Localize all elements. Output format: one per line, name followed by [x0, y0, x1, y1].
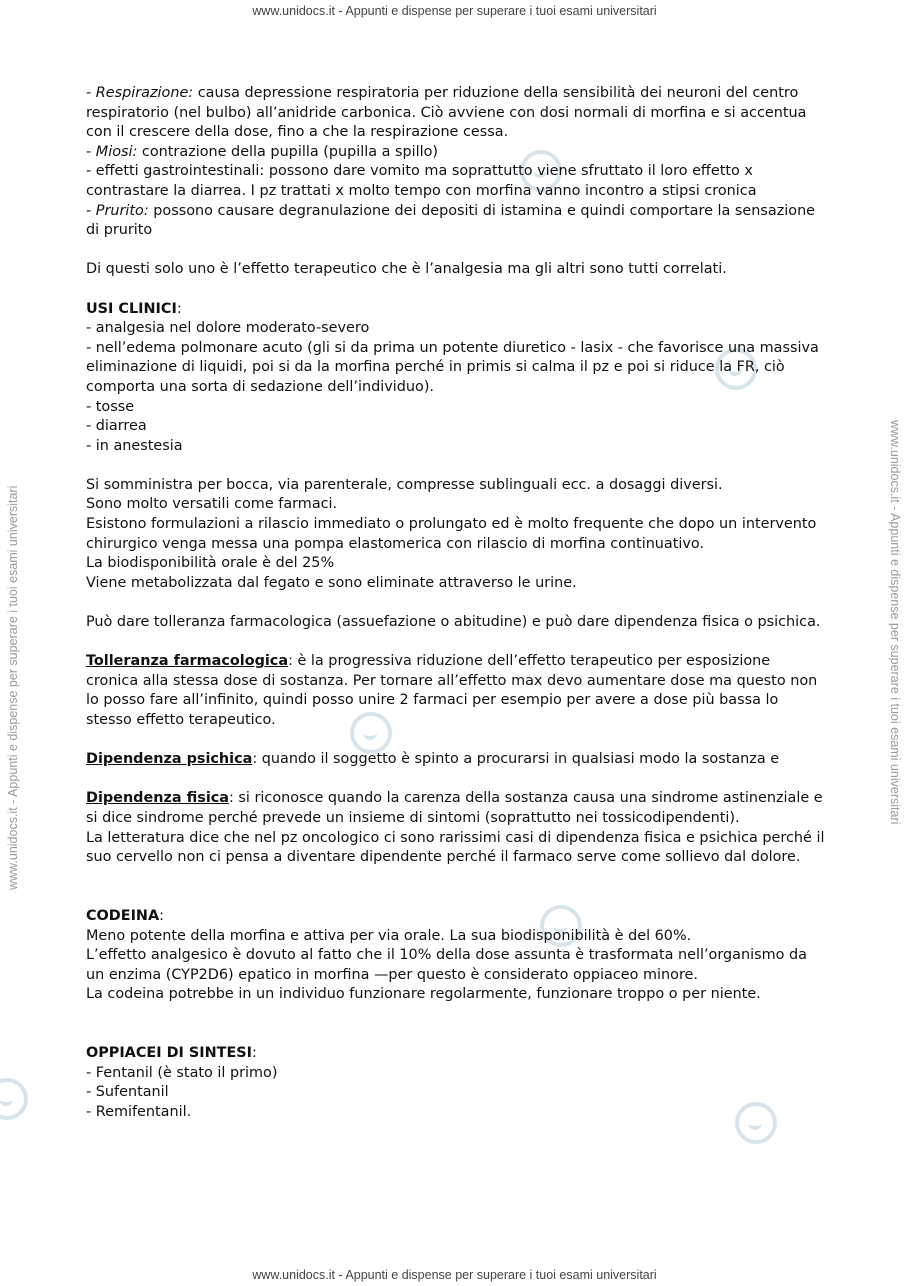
- list-item: - in anestesia: [86, 437, 183, 454]
- unidocs-logo-icon: [0, 1078, 28, 1120]
- effect-respirazione: - Respirazione: causa depressione respiratoria per riduzione della sensibilità dei neuroni del centro respiratorio (nel bulbo) all’anidride carbonica. Ciò avviene con dosi normali di morfina e si accentua con il crescere della dose, fino a che la respirazione cessa.: [86, 85, 807, 141]
- oncologico-note: La letteratura dice che nel pz oncologico ci sono rarissimi casi di dipendenza fisica e psichica perché il suo cervello non ci pensa a diventare dipendente perché il farmaco serve come sollievo dal dolore.: [86, 829, 825, 866]
- effect-text: causa depressione respiratoria per riduzione della sensibilità dei neuroni del centro respiratorio (nel bulbo) all’anidride carbonica. Ciò avviene con dosi normali di morfina e si accentua con il crescere della dose, fino a che la respirazione cessa.: [86, 85, 807, 141]
- admin-line: Si somministra per bocca, via parenterale, compresse sublinguali ecc. a dosaggi diversi.: [86, 476, 723, 493]
- list-item: - Remifentanil.: [86, 1103, 192, 1120]
- admin-line: La biodisponibilità orale è del 25%: [86, 555, 335, 572]
- codeina-heading: CODEINA:: [86, 907, 164, 924]
- def-text: : è la progressiva riduzione dell’effetto terapeutico per esposizione cronica alla stessa dose di sostanza. Per tornare all’effetto max devo aumentare dose ma questo non lo posso fare all’infinito, quindi posso unire 2 farmaci per esempio per avere a dose più bassa lo stesso effetto terapeutico.: [86, 653, 818, 728]
- list-item: - analgesia nel dolore moderato-severo: [86, 320, 370, 337]
- list-item: - tosse: [86, 398, 135, 415]
- section-heading: CODEINA: [86, 907, 160, 924]
- effect-text: possono causare degranulazione dei depositi di istamina e quindi comportare la sensazione di prurito: [86, 202, 816, 239]
- def-term: Dipendenza psichica: [86, 751, 253, 768]
- section-heading: OPPIACEI DI SINTESI: [86, 1045, 253, 1062]
- effect-miosi: - Miosi: contrazione della pupilla (pupilla a spillo): [86, 143, 439, 160]
- watermark-top: www.unidocs.it - Appunti e dispense per superare i tuoi esami universitari: [252, 4, 657, 18]
- effect-text: contrazione della pupilla (pupilla a spillo): [137, 143, 439, 160]
- effect-label: Respirazione:: [95, 85, 194, 101]
- admin-line: Sono molto versatili come farmaci.: [86, 496, 338, 513]
- watermark-left: www.unidocs.it - Appunti e dispense per superare i tuoi esami universitari: [6, 485, 20, 890]
- def-text: : quando il soggetto è spinto a procurarsi in qualsiasi modo la sostanza e: [252, 751, 780, 768]
- sintesi-heading: OPPIACEI DI SINTESI:: [86, 1045, 257, 1062]
- document-body: [86, 84, 826, 1122]
- codeina-line: L’effetto analgesico è dovuto al fatto che il 10% della dose assunta è trasformata nell’organismo da un enzima (CYP2D6) epatico in morfina —per questo è considerato oppiaceo minore.: [86, 947, 807, 983]
- watermark-bottom: www.unidocs.it - Appunti e dispense per superare i tuoi esami universitari: [252, 1268, 657, 1282]
- section-heading: USI CLINICI: [86, 300, 177, 317]
- effect-label: Prurito:: [95, 202, 149, 219]
- codeina-line: La codeina potrebbe in un individuo funzionare regolarmente, funzionare troppo o per niente.: [86, 986, 761, 1003]
- effect-label: Miosi:: [95, 143, 138, 160]
- admin-line: Viene metabolizzata dal fegato e sono eliminate attraverso le urine.: [86, 574, 577, 591]
- list-item: - diarrea: [86, 418, 147, 435]
- def-fisica: [86, 789, 826, 828]
- def-term: Tolleranza farmacologica: [86, 653, 289, 670]
- list-item: - nell’edema polmonare acuto (gli si da prima un potente diuretico - lasix - che favorisce una massiva eliminazione di liquidi, poi si da la morfina perché in primis si calma il pz e poi si riduce la FR, ciò comporta una sorta di sedazione dell’individuo).: [86, 339, 819, 395]
- def-text: : si riconosce quando la carenza della sostanza causa una sindrome astinenziale e si dice sindrome perché prevede un insieme di sintomi (soprattutto nei tossicodipendenti).: [86, 790, 823, 826]
- tolerance-intro: Può dare tolleranza farmacologica (assuefazione o abitudine) e può dare dipendenza fisica o psichica.: [86, 614, 821, 631]
- codeina-line: Meno potente della morfina e attiva per via orale. La sua biodisponibilità è del 60%.: [86, 927, 692, 944]
- effects-summary: Di questi solo uno è l’effetto terapeutico che è l’analgesia ma gli altri sono tutti correlati.: [86, 261, 727, 278]
- usi-heading: USI CLINICI:: [86, 300, 182, 317]
- def-psichica: [86, 750, 826, 770]
- def-tolleranza: [86, 652, 826, 730]
- watermark-right: www.unidocs.it - Appunti e dispense per superare i tuoi esami universitari: [888, 420, 902, 825]
- admin-line: Esistono formulazioni a rilascio immediato o prolungato ed è molto frequente che dopo un intervento chirurgico venga messa una pompa elastomerica con rilascio di morfina continuativo.: [86, 516, 817, 552]
- effect-gastro: - effetti gastrointestinali: possono dare vomito ma soprattutto viene sfruttato il loro effetto x contrastare la diarrea. I pz trattati x molto tempo con morfina vanno incontro a stipsi cronica: [86, 163, 757, 199]
- def-term: Dipendenza fisica: [86, 790, 229, 807]
- list-item: - Fentanil (è stato il primo): [86, 1064, 278, 1081]
- effect-prurito: - Prurito: possono causare degranulazione dei depositi di istamina e quindi comportare la sensazione di prurito: [86, 202, 816, 239]
- list-item: - Sufentanil: [86, 1084, 169, 1101]
